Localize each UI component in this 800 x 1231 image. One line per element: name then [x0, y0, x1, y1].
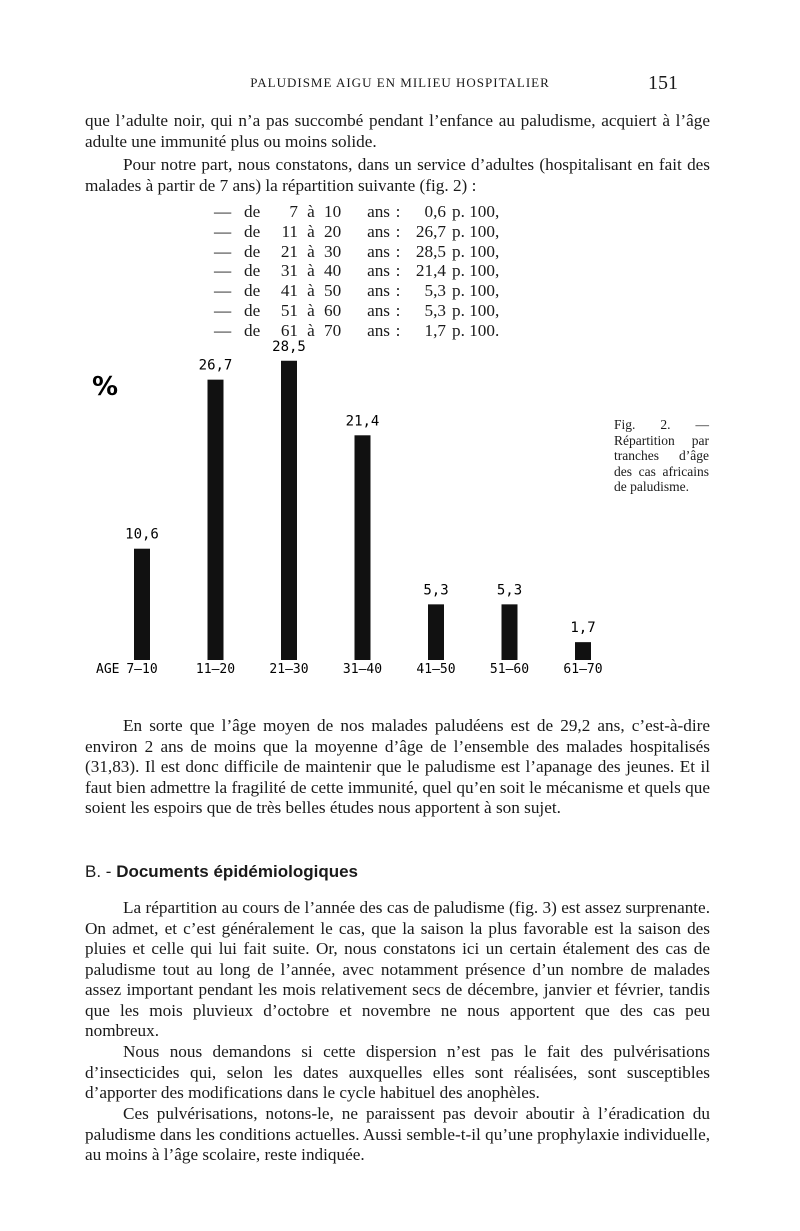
- list-unit: p. 100,: [452, 281, 500, 301]
- running-title: PALUDISME AIGU EN MILIEU HOSPITALIER: [250, 75, 550, 90]
- list-item: [214, 261, 499, 281]
- list-a: à: [307, 300, 315, 320]
- list-a: à: [307, 320, 315, 340]
- list-dash: —: [214, 261, 232, 281]
- list-unit: p. 100,: [452, 261, 500, 281]
- section-prefix: B. -: [85, 862, 112, 881]
- paragraph-5: Nous nous demandons si cette dispersion n’est pas le fait des pulvérisations d’insecticides qui, selon les dates auxquelles elles sont réalisées, sont susceptibles d’apporter des modifications dans le cycle habituel des anophèles.: [85, 1042, 710, 1102]
- list-value: 5,3: [424, 300, 446, 320]
- bar-7–10: [134, 549, 150, 660]
- list-to: 40: [324, 261, 342, 281]
- list-from: 41: [280, 281, 298, 301]
- list-item: [214, 222, 499, 242]
- list-colon: :: [395, 241, 401, 261]
- value-label: 21,4: [345, 413, 380, 430]
- list-ans: ans: [367, 261, 390, 281]
- tick-label: 41–50: [416, 662, 456, 677]
- list-dash: —: [214, 281, 232, 301]
- list-item: [214, 281, 499, 301]
- list-a: à: [307, 241, 315, 261]
- paragraph-6: Ces pulvérisations, notons-le, ne paraissent pas devoir aboutir à l’éradication du paludisme dans les conditions actuelles. Aussi semble-t-il qu’une prophylaxie individuelle, au moins à l’âge scolaire, reste indiquée.: [85, 1104, 710, 1164]
- age-distribution-list: [214, 202, 499, 341]
- list-unit: p. 100,: [452, 221, 500, 241]
- list-ans: ans: [367, 300, 390, 320]
- list-from: 7: [289, 202, 298, 221]
- list-item: [214, 301, 499, 321]
- list-colon: :: [395, 281, 401, 301]
- list-unit: p. 100.: [452, 320, 500, 340]
- list-item: [214, 242, 499, 262]
- list-value: 26,7: [415, 221, 446, 241]
- tick-label: 7–10: [126, 662, 158, 677]
- list-colon: :: [395, 261, 401, 281]
- figure-caption: Fig. 2. — Répartition par tranches d’âge des cas africains de paludisme.: [614, 417, 709, 494]
- list-from: 61: [280, 320, 298, 340]
- list-from: 31: [280, 261, 298, 281]
- list-ans: ans: [367, 320, 390, 340]
- value-label: 10,6: [125, 526, 159, 543]
- list-colon: :: [395, 320, 401, 340]
- list-a: à: [307, 281, 315, 301]
- list-to: 50: [324, 281, 342, 301]
- list-value: 5,3: [424, 281, 446, 301]
- list-item: [214, 321, 499, 341]
- list-ans: ans: [367, 221, 390, 241]
- section-heading: [85, 862, 358, 882]
- bar-61–70: [575, 642, 591, 660]
- tick-label: 11–20: [195, 662, 236, 677]
- list-a: à: [307, 202, 315, 221]
- list-de: de: [244, 202, 261, 221]
- list-to: 10: [324, 202, 342, 221]
- value-label: 28,5: [272, 340, 306, 355]
- list-a: à: [307, 261, 315, 281]
- list-to: 70: [324, 320, 342, 340]
- tick-label: 61–70: [563, 662, 603, 677]
- list-dash: —: [214, 320, 232, 340]
- list-colon: :: [395, 202, 401, 221]
- list-colon: :: [395, 221, 401, 241]
- value-label: 5,3: [496, 582, 523, 599]
- bar-31–40: [355, 435, 371, 660]
- list-dash: —: [214, 300, 232, 320]
- bar-41–50: [428, 604, 444, 660]
- list-unit: p. 100,: [452, 300, 500, 320]
- list-item: [214, 202, 499, 222]
- tick-label: 51–60: [489, 662, 530, 677]
- list-from: 51: [280, 300, 298, 320]
- list-to: 30: [324, 241, 342, 261]
- y-axis-label: %: [92, 372, 119, 402]
- list-value: 1,7: [424, 320, 446, 340]
- list-de: de: [244, 261, 261, 281]
- page-number: 151: [648, 72, 678, 94]
- paragraph-4: La répartition au cours de l’année des cas de paludisme (fig. 3) est assez surprenante. On admet, et c’est généralement le cas, que la saison la plus favorable est la saison des pluies et celle qui lui fait suite. Or, nous constatons ici un certain étalement des cas de paludisme tout au long de l’année, avec notamment présence d’un nombre de malades assez important pendant les mois relativement secs de décembre, janvier et février, tandis que les mois pluvieux d’octobre et novembre ne nous apportent que des cas peu nombreux.: [85, 898, 710, 1040]
- list-colon: :: [395, 300, 401, 320]
- list-de: de: [244, 300, 261, 320]
- list-to: 20: [324, 221, 342, 241]
- value-label: 26,7: [198, 357, 233, 374]
- list-ans: ans: [367, 241, 390, 261]
- list-from: 11: [281, 221, 298, 241]
- list-unit: p. 100,: [452, 202, 500, 221]
- tick-label-group: [126, 662, 602, 677]
- value-label: 1,7: [570, 620, 596, 637]
- list-ans: ans: [367, 281, 390, 301]
- list-value: 0,6: [424, 202, 446, 221]
- list-value: 28,5: [415, 241, 446, 261]
- value-label: 5,3: [423, 582, 449, 599]
- section-title: Documents épidémiologiques: [116, 862, 358, 881]
- list-ans: ans: [367, 202, 390, 221]
- list-de: de: [244, 320, 261, 340]
- list-unit: p. 100,: [452, 241, 500, 261]
- x-axis-label: AGE: [96, 662, 120, 677]
- list-a: à: [307, 221, 315, 241]
- bar-51–60: [502, 604, 518, 660]
- list-to: 60: [324, 300, 342, 320]
- list-dash: —: [214, 221, 232, 241]
- age-distribution-bar-chart: [0, 340, 620, 690]
- bar-group: [134, 361, 591, 660]
- list-dash: —: [214, 202, 232, 221]
- paragraph-3: En sorte que l’âge moyen de nos malades paludéens est de 29,2 ans, c’est-à-dire environ 2 ans de moins que la moyenne d’âge de l’ensemble des malades hospitalisés (31,83). Il est donc difficile de maintenir que le paludisme est l’apanage des jeunes. Et il faut bien admettre la fragilité de cette immunité, quel qu’en soit le mécanisme et quels que soient les espoirs que de très belles études nous apportent à son sujet.: [85, 716, 710, 817]
- list-de: de: [244, 221, 261, 241]
- bar-11–20: [208, 380, 224, 660]
- list-value: 21,4: [415, 261, 446, 281]
- bar-21–30: [281, 361, 297, 660]
- list-from: 21: [280, 241, 298, 261]
- tick-label: 21–30: [269, 662, 309, 677]
- list-dash: —: [214, 241, 232, 261]
- list-de: de: [244, 241, 261, 261]
- tick-label: 31–40: [342, 662, 383, 677]
- paragraph-2: Pour notre part, nous constatons, dans un service d’adultes (hospitalisant en fait des malades à partir de 7 ans) la répartition suivante (fig. 2) :: [85, 155, 710, 195]
- paragraph-1: que l’adulte noir, qui n’a pas succombé pendant l’enfance au paludisme, acquiert à l’âge adulte une immunité plus ou moins solide.: [85, 111, 710, 151]
- list-de: de: [244, 281, 261, 301]
